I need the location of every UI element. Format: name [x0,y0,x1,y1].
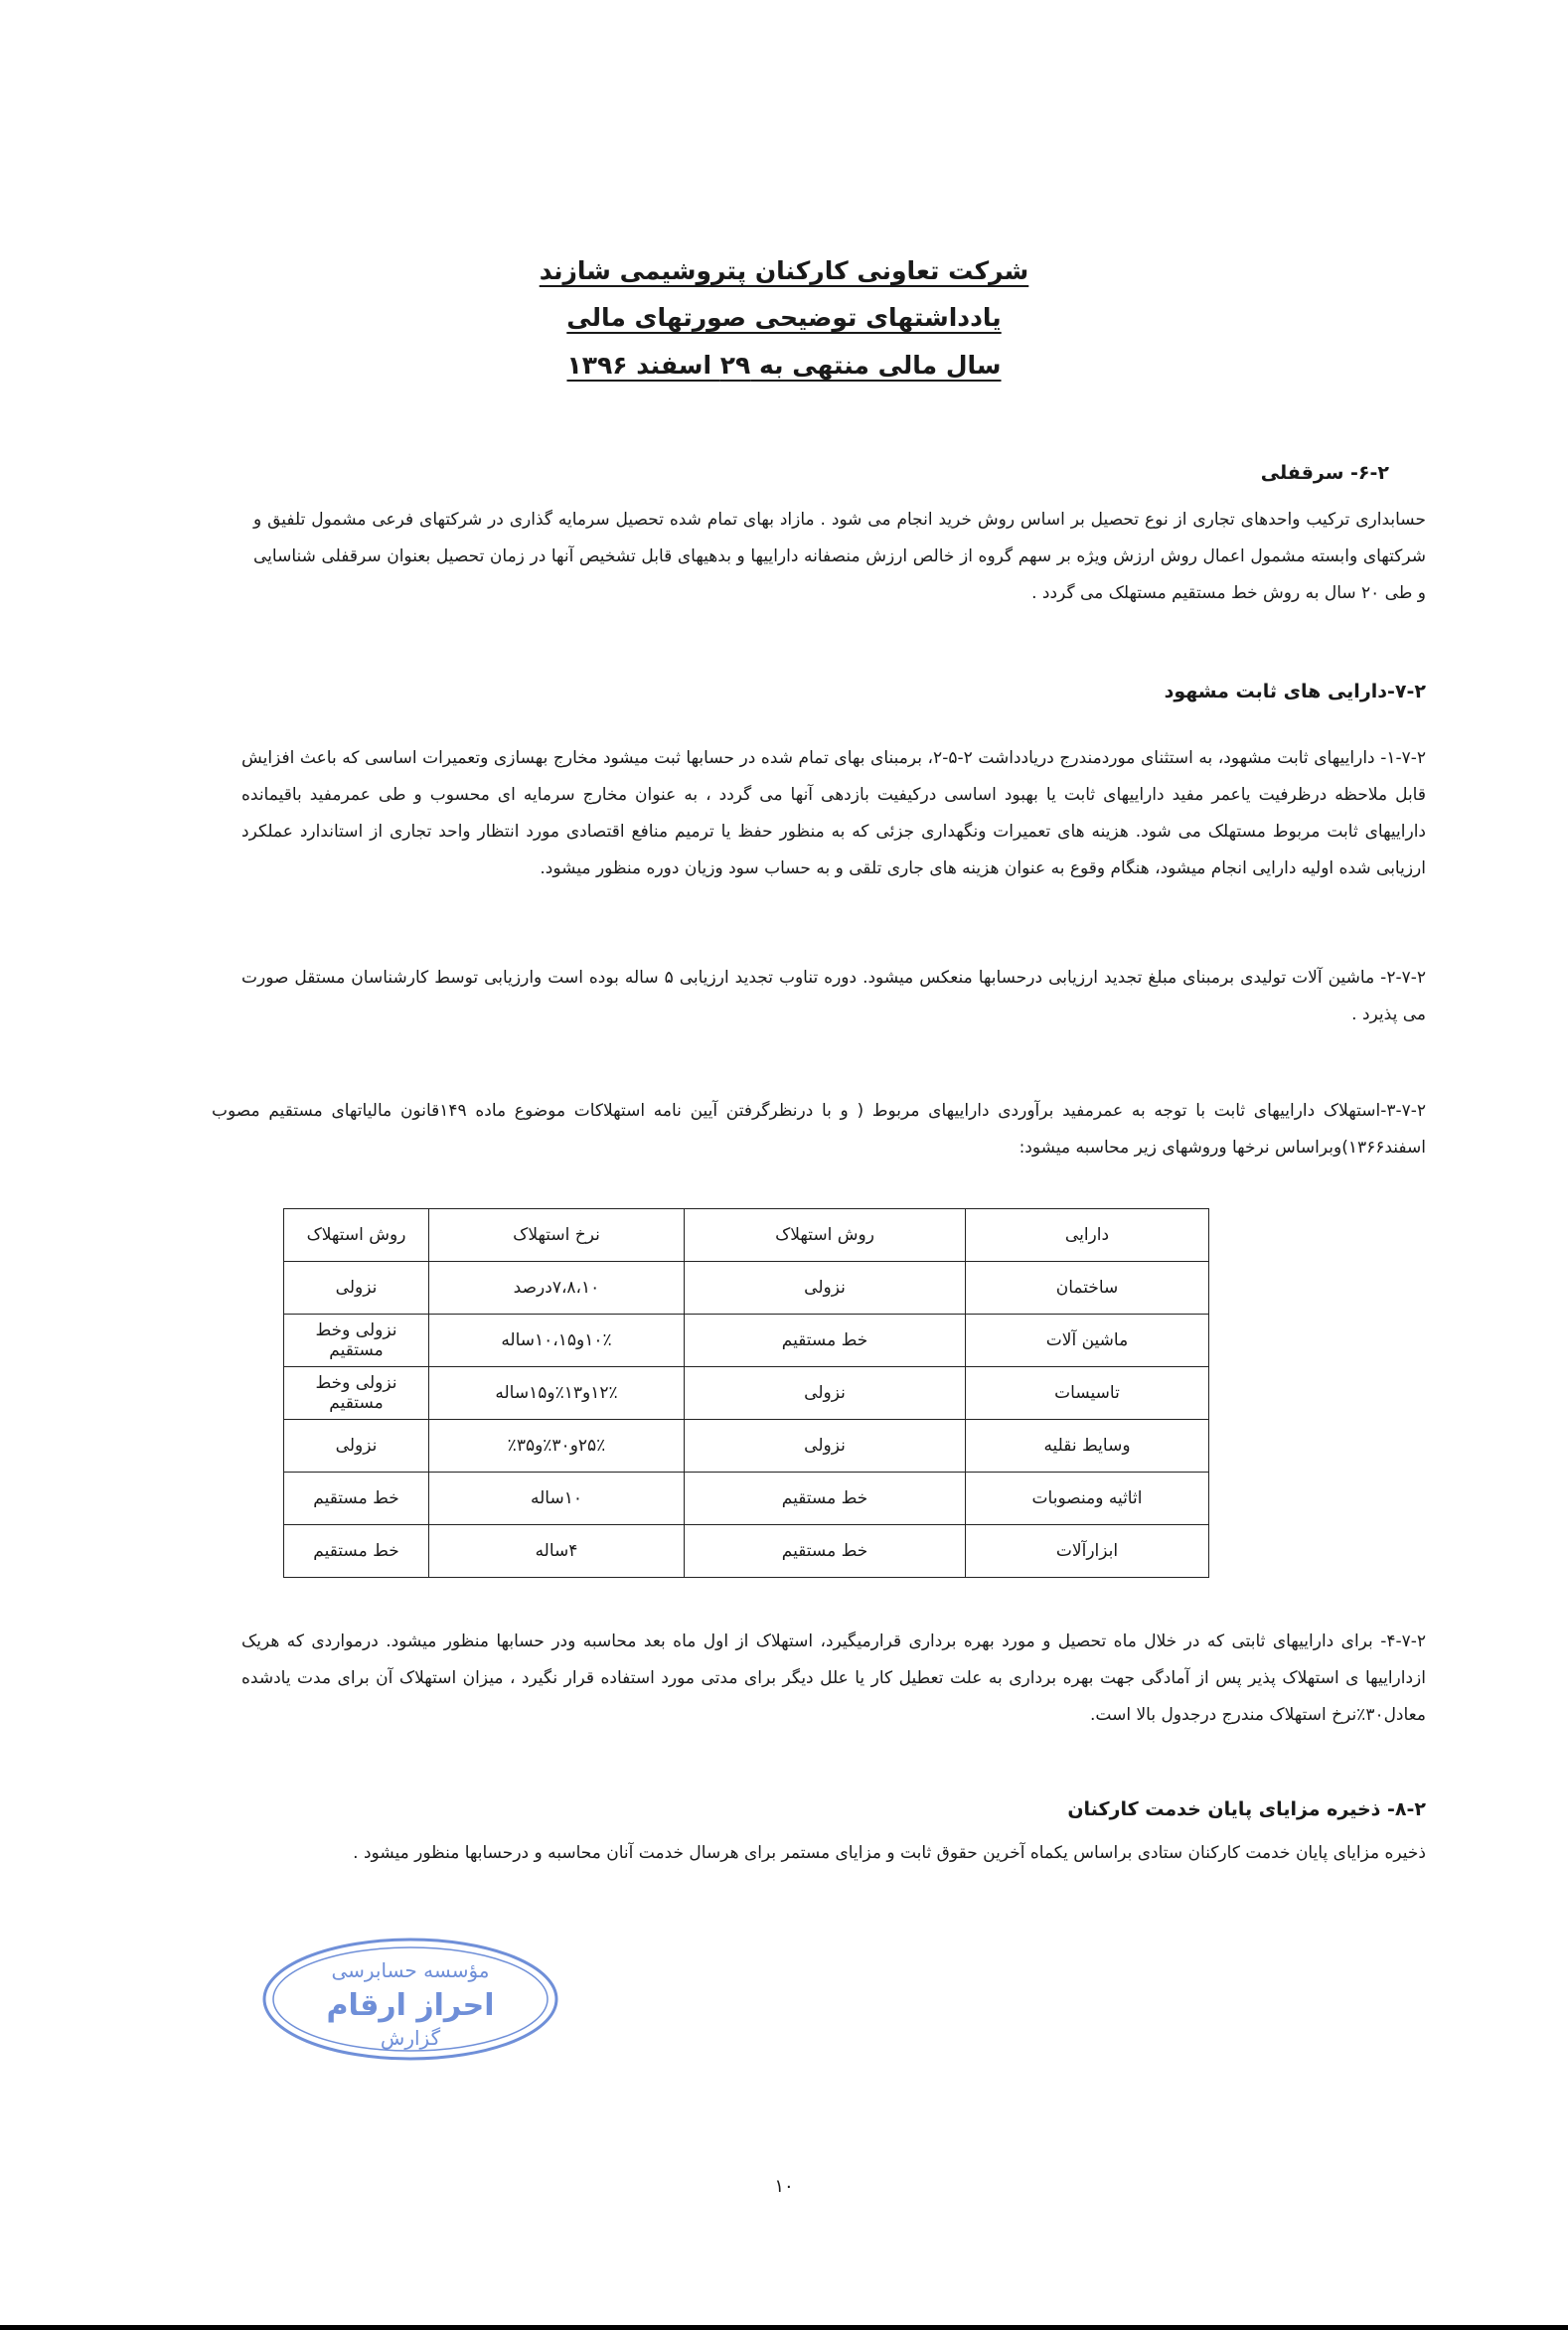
table-cell: ساختمان [966,1262,1209,1315]
table-cell: ابزارآلات [966,1525,1209,1578]
fixed-assets-paragraph-4: ۴-۷-۲- برای داراییهای ثابتی که در خلال ماه تحصیل و مورد بهره برداری قرارمیگیرد، استهلاک از اول ماه بعد محاسبه ودر حسابها منظور میشود. درمواردی که هریک ازداراییها ی استهلاک پذیر پس از آمادگی جهت بهره برداری به علت تعطیل کار یا علل دیگر برای مدتی مورد استفاده قرار نگیرد ، میزان استهلاک آن برای مدت یادشده معادل۳۰٪نرخ استهلاک مندرج درجدول بالا است. [241,1631,1426,1725]
table-cell: نزولی [685,1262,966,1315]
fixed-assets-title: ۷-۲-دارایی های ثابت مشهود [1164,681,1426,702]
table-cell: ۲۵٪و۳۰٪و۳۵٪ [429,1420,685,1473]
table-cell: خط مستقیم [284,1525,429,1578]
table-cell: نزولی وخط مستقیم [284,1315,429,1367]
table-cell: اثاثیه ومنصوبات [966,1473,1209,1525]
col-method-2: روش استهلاک [284,1209,429,1262]
fixed-assets-paragraph-1: ۱-۷-۲- داراییهای ثابت مشهود، به استثنای موردمندرج دریادداشت ۲-۵-۲، برمبنای بهای تمام شده در حسابها ثبت میشود مخارج بهسازی وتعمیرات اساسی که باعث افزایش قابل ملاحظه درظرفیت یاعمر مفید داراییهای ثابت یا بهبود اساسی درکیفیت بازدهی آنها می گردد ، به عنوان مخارج سرمایه ای محسوب و طی عمرمفید باقیمانده داراییهای ثابت مربوط مستهلک می شود. هزینه های تعمیرات ونگهداری جزئی که به منظور حفظ یا ترمیم منافع اقتصادی مورد انتظار واحد تجاری از استاندارد عملکرد ارزیابی شده اولیه دارایی انجام میشود، هنگام وقوع به عنوان هزینه های جاری تلقی و به حساب سود وزیان دوره منظور میشود. [241,748,1426,878]
company-name: شرکت تعاونی کارکنان پتروشیمی شازند [539,256,1029,285]
table-cell: وسایط نقلیه [966,1420,1209,1473]
table-cell: ۱۰٪و۱۰،۱۵ساله [429,1315,685,1367]
table-cell: ۴ساله [429,1525,685,1578]
fixed-assets-paragraph-3: ۳-۷-۲-استهلاک داراییهای ثابت با توجه به عمرمفید برآوردی داراییهای مربوط ( و با درنظرگرفتن آیین نامه استهلاکات موضوع ماده ۱۴۹قانون مالیاتهای مستقیم مصوب اسفند۱۳۶۶)وبراساس نرخها وروشهای زیر محاسبه میشود: [212,1101,1426,1158]
table-cell: تاسیسات [966,1367,1209,1420]
col-rate: نرخ استهلاک [429,1209,685,1262]
table-cell: خط مستقیم [685,1473,966,1525]
stamp-text-firm: مؤسسه حسابرسی [331,1958,490,1982]
stamp-text-report: گزارش [380,2026,441,2050]
page-number: ۱۰ [774,2176,794,2197]
table-cell: نزولی وخط مستقیم [284,1367,429,1420]
table-row [284,1367,1209,1420]
table-cell: ۱۰ساله [429,1473,685,1525]
fiscal-period: سال مالی منتهی به ۲۹ اسفند ۱۳۹۶ [566,351,1002,380]
severance-paragraph: ذخیره مزایای پایان خدمت کارکنان ستادی براساس یکماه آخرین حقوق ثابت و مزایای مستمر برای هرسال خدمت آنان محاسبه و درحسابها منظور میشود . [353,1843,1426,1863]
table-row [284,1525,1209,1578]
stamp-text-name: احراز ارقام [326,1988,495,2023]
audit-firm-stamp [260,1936,560,2063]
table-row [284,1420,1209,1473]
notes-title: یادداشتهای توضیحی صورتهای مالی [566,303,1002,332]
col-asset: دارایی [966,1209,1209,1262]
col-method-1: روش استهلاک [685,1209,966,1262]
fixed-assets-paragraph-2: ۲-۷-۲- ماشین آلات تولیدی برمبنای مبلغ تجدید ارزیابی درحسابها منعکس میشود. دوره تناوب تجدید ارزیابی ۵ ساله بوده است وارزیابی توسط کارشناسان مستقل صورت می پذیرد . [241,968,1426,1024]
table-cell: خط مستقیم [284,1473,429,1525]
goodwill-paragraph: حسابداری ترکیب واحدهای تجاری از نوع تحصیل بر اساس روش خرید انجام می شود . مازاد بهای تمام شده تحصیل سرمایه گذاری در شرکتهای فرعی مشمول تلفیق و شرکتهای وابسته مشمول اعمال روش ارزش ویژه بر سهم گروه از خالص ارزش منصفانه داراییها و بدهیهای قابل تشخیص آنها در زمان تحصیل بعنوان سرقفلی شناسایی و طی ۲۰ سال به روش خط مستقیم مستهلک می گردد . [253,510,1426,603]
depreciation-table [283,1208,1209,1578]
table-row [284,1315,1209,1367]
table-cell: ۱۲٪و۱۳٪و۱۵ساله [429,1367,685,1420]
table-cell: نزولی [284,1420,429,1473]
scan-bottom-edge [0,2325,1568,2330]
table-cell: ماشین آلات [966,1315,1209,1367]
severance-title: ۸-۲- ذخیره مزایای پایان خدمت کارکنان [1067,1798,1426,1820]
table-row [284,1473,1209,1525]
table-cell: خط مستقیم [685,1525,966,1578]
table-row [284,1262,1209,1315]
table-header-row [284,1209,1209,1262]
table-cell: خط مستقیم [685,1315,966,1367]
table-cell: ۷،۸،۱۰درصد [429,1262,685,1315]
table-cell: نزولی [685,1420,966,1473]
goodwill-title: ۶-۲- سرقفلی [1260,462,1389,484]
table-cell: نزولی [685,1367,966,1420]
table-cell: نزولی [284,1262,429,1315]
